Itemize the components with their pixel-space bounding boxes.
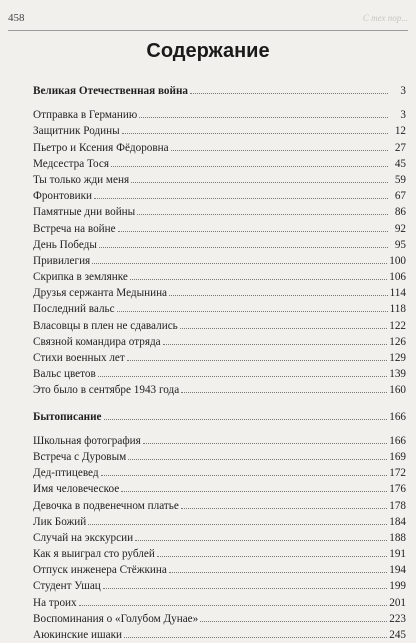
toc-entry-title: Связной командира отряда <box>33 335 161 348</box>
toc-entry[interactable] <box>33 188 406 204</box>
toc-page-number: 67 <box>394 190 406 203</box>
toc-entry[interactable] <box>33 107 406 123</box>
table-of-contents <box>33 83 406 643</box>
leader-dots <box>98 368 387 377</box>
toc-page-number: 3 <box>400 109 406 122</box>
toc-entry-title: Отпуск инженера Стёжкина <box>33 564 167 577</box>
toc-entry[interactable] <box>33 562 406 578</box>
toc-section-heading[interactable] <box>33 409 406 425</box>
toc-entry-title: Это было в сентябре 1943 года <box>33 384 180 397</box>
toc-page-number: 184 <box>389 515 406 528</box>
toc-entry[interactable] <box>33 318 406 334</box>
toc-entry[interactable] <box>33 465 406 481</box>
toc-section-title: Бытописание <box>33 410 102 423</box>
toc-entry-title: Студент Ушац <box>33 580 101 593</box>
toc-entry-title: Девочка в подвенечном платье <box>33 499 179 512</box>
toc-entry-title: Воспоминания о «Голубом Дунае» <box>33 612 199 625</box>
leader-dots <box>137 206 388 215</box>
toc-entry-title: Аюкинские ишаки <box>33 629 122 641</box>
toc-page-number: 166 <box>389 410 406 423</box>
toc-page-number: 139 <box>389 368 406 381</box>
toc-entry-title: Скрипка в землянке <box>33 271 128 284</box>
toc-entry-title: Привилегия <box>33 254 91 267</box>
leader-dots <box>143 435 387 444</box>
toc-entry[interactable] <box>33 269 406 285</box>
toc-page-number: 3 <box>400 85 406 97</box>
toc-entry[interactable] <box>33 530 406 546</box>
leader-dots <box>99 239 388 248</box>
toc-entry-title: Пьетро и Ксения Фёдоровна <box>33 141 169 154</box>
leader-dots <box>171 142 388 151</box>
toc-entry[interactable] <box>33 140 406 156</box>
toc-entry-title: Встреча на войне <box>33 222 116 235</box>
leader-dots <box>127 352 387 361</box>
toc-entry[interactable] <box>33 301 406 317</box>
leader-dots <box>104 411 388 420</box>
toc-section-heading[interactable] <box>33 83 406 99</box>
leader-dots <box>135 532 387 541</box>
toc-entry[interactable] <box>33 156 406 172</box>
toc-page-number: 194 <box>389 564 406 577</box>
leader-dots <box>128 451 387 460</box>
leader-dots <box>190 85 388 94</box>
toc-entry-title: Имя человеческое <box>33 483 120 496</box>
leader-dots <box>103 580 387 589</box>
toc-page-number: 178 <box>389 499 406 512</box>
toc-page-number: 45 <box>394 157 406 170</box>
toc-entry-title: Друзья сержанта Медынина <box>33 287 168 300</box>
toc-entry[interactable] <box>33 285 406 301</box>
spacer <box>33 399 406 409</box>
leader-dots <box>157 548 387 557</box>
toc-entry[interactable] <box>33 433 406 449</box>
toc-page-number: 27 <box>394 141 406 154</box>
toc-entry[interactable] <box>33 627 406 643</box>
toc-entry-title: Ты только жди меня <box>33 173 130 186</box>
toc-entry-title: Встреча с Дуровым <box>33 450 127 463</box>
toc-entry[interactable] <box>33 546 406 562</box>
toc-page-number: 12 <box>394 125 406 138</box>
leader-dots <box>169 287 388 296</box>
page-title: Содержание <box>146 40 270 62</box>
toc-page-number: 92 <box>394 222 406 235</box>
toc-entry[interactable] <box>33 237 406 253</box>
leader-dots <box>181 384 387 393</box>
toc-page-number: 160 <box>389 384 406 397</box>
toc-entry-title: Случай на экскурсии <box>33 531 134 544</box>
toc-page-number: 166 <box>389 434 406 447</box>
toc-entry-title: Вальс цветов <box>33 368 96 381</box>
leader-dots <box>101 467 388 476</box>
toc-entry[interactable] <box>33 334 406 350</box>
toc-page-number: 118 <box>389 303 406 316</box>
toc-page-number: 188 <box>389 531 406 544</box>
leader-dots <box>169 564 387 573</box>
toc-entry-title: День Победы <box>33 238 97 251</box>
leader-dots <box>180 320 387 329</box>
toc-entry-title: Школьная фотография <box>33 434 141 447</box>
leader-dots <box>181 500 387 509</box>
leader-dots <box>88 516 387 525</box>
leader-dots <box>130 271 387 280</box>
toc-page-number: 201 <box>389 596 406 609</box>
toc-page-number: 100 <box>389 254 406 267</box>
toc-entry[interactable] <box>33 350 406 366</box>
toc-entry-title: Медсестра Тося <box>33 157 109 170</box>
spacer <box>33 99 406 107</box>
toc-page-number: 199 <box>389 580 406 593</box>
leader-dots <box>124 629 387 638</box>
toc-page-number: 169 <box>389 450 406 463</box>
toc-page-number: 223 <box>389 612 406 625</box>
header-ghost-text: С тех пор... <box>362 13 408 23</box>
toc-entry[interactable] <box>33 382 406 398</box>
leader-dots <box>163 336 388 345</box>
toc-entry[interactable] <box>33 449 406 465</box>
toc-page-number: 122 <box>389 319 406 332</box>
toc-entry-title: Как я выиграл сто рублей <box>33 548 155 561</box>
toc-entry-title: Лик Божий <box>33 515 87 528</box>
leader-dots <box>131 174 388 183</box>
toc-page-number: 191 <box>389 548 406 561</box>
leader-dots <box>121 483 387 492</box>
toc-page-number: 126 <box>389 335 406 348</box>
toc-page-number: 245 <box>389 629 406 641</box>
toc-entry[interactable] <box>33 595 406 611</box>
leader-dots <box>117 303 388 312</box>
toc-page-number: 59 <box>394 173 406 186</box>
toc-entry[interactable] <box>33 221 406 237</box>
toc-entry[interactable] <box>33 514 406 530</box>
toc-entry-title: Памятные дни войны <box>33 206 136 219</box>
header-rule <box>8 30 408 31</box>
toc-page-number: 106 <box>389 271 406 284</box>
leader-dots <box>111 158 388 167</box>
toc-entry-title: На троих <box>33 596 77 609</box>
page-number: 458 <box>8 12 25 24</box>
toc-section-title: Великая Отечественная война <box>33 85 189 97</box>
toc-page-number: 114 <box>389 287 406 300</box>
toc-entry-title: Защитник Родины <box>33 125 120 138</box>
toc-page-number: 176 <box>389 483 406 496</box>
toc-page-number: 172 <box>389 467 406 480</box>
leader-dots <box>118 223 388 232</box>
toc-entry-title: Последний вальс <box>33 303 115 316</box>
toc-entry[interactable] <box>33 253 406 269</box>
toc-page-number: 129 <box>389 352 406 364</box>
toc-entry-title: Отправка в Германию <box>33 109 138 122</box>
leader-dots <box>122 125 388 134</box>
toc-page-number: 86 <box>394 206 406 219</box>
toc-entry-title: Фронтовики <box>33 190 93 203</box>
toc-entry[interactable] <box>33 172 406 188</box>
toc-entry-title: Стихи военных лет <box>33 352 125 364</box>
toc-entry[interactable] <box>33 204 406 220</box>
toc-entry-title: Власовцы в плен не сдавались <box>33 319 178 332</box>
toc-page-number: 95 <box>394 238 406 251</box>
toc-entry[interactable] <box>33 123 406 139</box>
toc-entry[interactable] <box>33 611 406 627</box>
leader-dots <box>139 109 388 118</box>
leader-dots <box>94 190 388 199</box>
toc-entry[interactable] <box>33 578 406 594</box>
leader-dots <box>79 597 388 606</box>
spacer <box>33 425 406 433</box>
toc-entry-title: Дед-птицевед <box>33 467 99 480</box>
toc-entry[interactable] <box>33 366 406 382</box>
toc-entry[interactable] <box>33 481 406 497</box>
toc-entry[interactable] <box>33 498 406 514</box>
leader-dots <box>200 613 387 622</box>
leader-dots <box>92 255 387 264</box>
